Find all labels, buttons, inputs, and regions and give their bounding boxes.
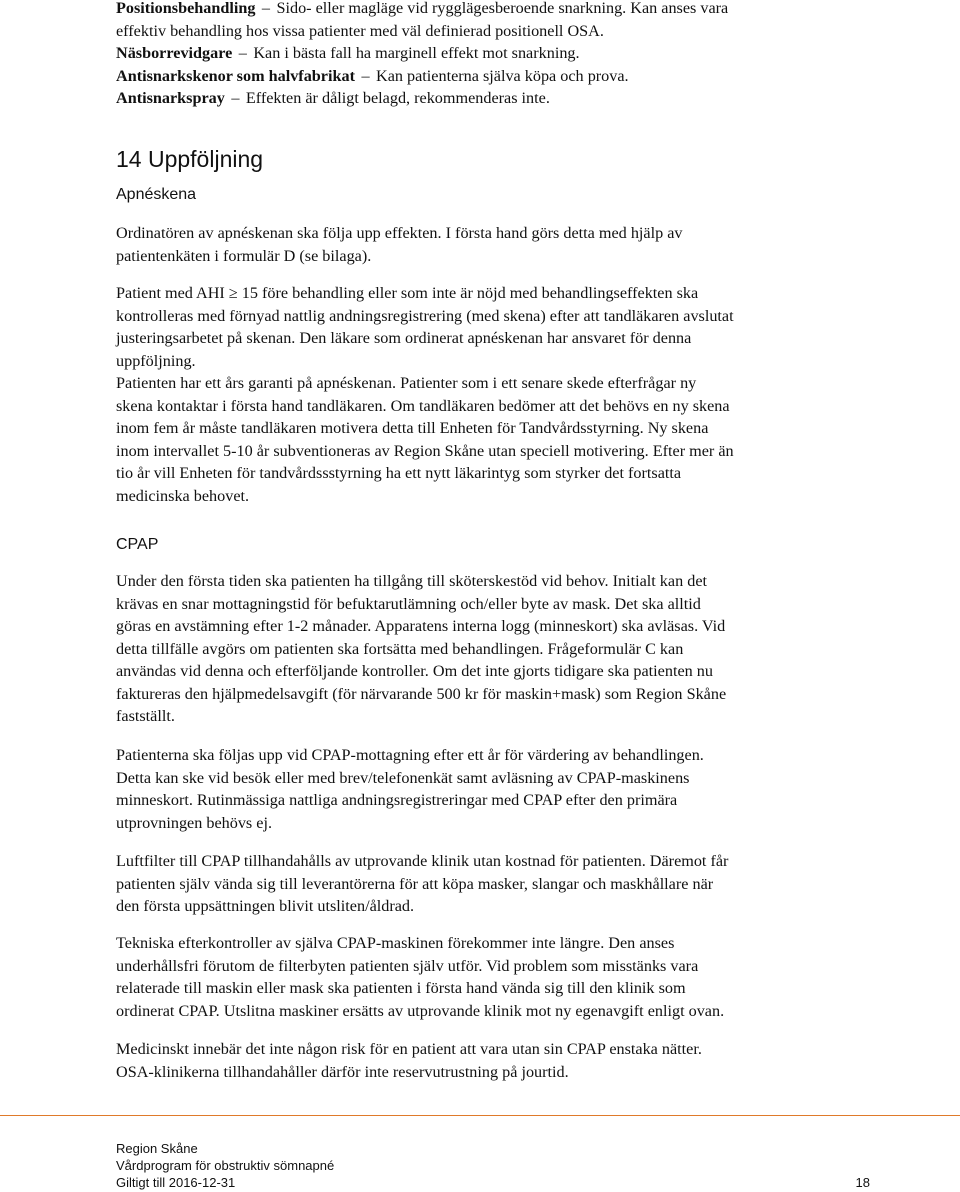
term-positionsbehandling: Positionsbehandling (116, 0, 256, 17)
text-line: patientenkäten i formulär D (se bilaga). (116, 246, 372, 265)
text-line: skena kontaktar i första hand tandläkaren. Om tandläkaren bedömer att det behövs en ny skena (116, 396, 730, 415)
dash: – (231, 89, 240, 107)
dash: – (238, 44, 247, 62)
item-text: effektiv behandling hos vissa patienter med väl definierad positionell OSA. (116, 21, 604, 40)
text-line: Detta kan ske vid besök eller med brev/telefonenkät samt avläsning av CPAP-maskinens (116, 768, 690, 787)
item-text: Sido- eller magläge vid rygglägesberoende snarkning. Kan anses vara (276, 0, 729, 17)
section-title: 14 Uppföljning (116, 146, 264, 172)
text-line: inom intervallet 5-10 år subventioneras av Region Skåne utan speciell motivering. Efter mer än (116, 441, 734, 460)
text-line: Patienterna ska följas upp vid CPAP-mottagning efter ett år för värdering av behandlingen. (116, 746, 704, 764)
text-line: krävas en snar mottagningstid för befuktarutlämning och/eller byte av mask. Det ska alltid (116, 594, 701, 613)
footer-bottom-row (116, 1174, 870, 1191)
text-line: detta tillfälle avgörs om patienten ska fortsätta med behandlingen. Frågeformulär C kan (116, 639, 684, 658)
text-line: patienten själv vända sig till leverantörerna för att köpa masker, slangar och maskhållare när (116, 874, 714, 893)
apnea-paragraph-2-lines (116, 305, 856, 508)
text-fragment: Patient med AHI (116, 284, 225, 302)
text-line: inom fem år måste tandläkaren motivera detta till Enheten för Tandvårdsstyrning. Ny skena (116, 419, 709, 437)
cpap-paragraph-2 (116, 744, 856, 834)
footer-validity: Giltigt till 2016-12-31 (116, 1175, 236, 1190)
apnea-paragraph-1 (116, 222, 856, 267)
list-item (116, 65, 856, 88)
text-line: Tekniska efterkontroller av själva CPAP-maskinen förekommer inte längre. Den anses (116, 934, 675, 952)
text-line: ordinerat CPAP. Utslitna maskiner ersätts av utprovande klinik mot ny egenavgift enligt ovan. (116, 1001, 725, 1020)
text-line: uppföljning. (116, 351, 196, 370)
text-line (116, 282, 856, 305)
item-text: Kan i bästa fall ha marginell effekt mot snarkning. (253, 44, 580, 62)
treatment-list (116, 0, 856, 110)
footer-program: Vårdprogram för obstruktiv sömnapné (116, 1158, 335, 1173)
text-line: justeringsarbetet på skenan. Den läkare som ordinerat apnéskenan har ansvaret för denna (116, 329, 692, 347)
apnea-heading: Apnéskena (116, 186, 197, 203)
text-line: tio år vill Enheten för tandvårdssstyrning ha ett nytt läkarintyg som styrker det fortsatta (116, 464, 682, 482)
text-line: Ordinatören av apnéskenan ska följa upp effekten. I första hand görs detta med hjälp av (116, 224, 683, 242)
text-fragment: 15 före behandling eller som inte är nöjd med behandlingseffekten ska (241, 284, 699, 302)
text-line: användas vid denna och efterföljande kontroller. Om det inte gjorts tidigare ska patienten nu (116, 662, 713, 680)
term-antisnarkskenor: Antisnarkskenor som halvfabrikat (116, 66, 355, 85)
geq-symbol: ≥ (228, 284, 238, 302)
cpap-paragraph-5 (116, 1038, 856, 1083)
text-line: OSA-klinikerna tillhandahåller därför inte reservutrustning på jourtid. (116, 1062, 569, 1081)
text-line: Medicinskt innebär det inte någon risk för en patient att vara utan sin CPAP enstaka nätter. (116, 1040, 702, 1058)
text-line: kontrolleras med förnyad nattlig andningsregistrering (med skena) efter att tandläkaren avslutat (116, 306, 734, 325)
list-item (116, 42, 856, 65)
term-nasborrevidgare: Näsborrevidgare (116, 44, 233, 62)
text-line: underhållsfri förutom de filterbyten patienten själv utför. Vid problem som misstänks vara (116, 956, 699, 975)
list-item-continuation (116, 20, 856, 43)
cpap-paragraph-1 (116, 570, 856, 728)
item-text: Kan patienterna själva köpa och prova. (376, 66, 629, 85)
cpap-heading: CPAP (116, 536, 159, 553)
text-line: relaterade till maskin eller mask ska patienten i första hand vända sig till den klinik som (116, 979, 686, 997)
page-number: 18 (855, 1175, 870, 1190)
cpap-paragraph-4 (116, 932, 856, 1022)
text-line: minneskort. Rutinmässiga nattliga andningsregistreringar med CPAP efter den primära (116, 791, 678, 809)
text-line: fastställt. (116, 707, 175, 725)
footer-org: Region Skåne (116, 1141, 198, 1156)
text-line: medicinska behovet. (116, 486, 250, 505)
dash: – (261, 0, 271, 17)
list-item (116, 0, 856, 20)
text-line: den första uppsättningen blivit utsliten/åldrad. (116, 897, 415, 915)
text-line: Patienten har ett års garanti på apnéskenan. Patienter som i ett senare skede efterfrågar ny (116, 374, 697, 392)
text-line: faktureras den hjälpmedelsavgift (för närvarande 500 kr för maskin+mask) som Region Skåne (116, 684, 727, 703)
footer (116, 1140, 876, 1191)
text-line: Under den första tiden ska patienten ha tillgång till sköterskestöd vid behov. Initialt kan det (116, 572, 708, 590)
text-line: Luftfilter till CPAP tillhandahålls av utprovande klinik utan kostnad för patienten. Däremot får (116, 852, 729, 870)
item-text: Effekten är dåligt belagd, rekommenderas inte. (245, 89, 550, 107)
list-item (116, 87, 856, 110)
apnea-paragraph-2 (116, 282, 856, 507)
cpap-paragraph-3 (116, 850, 856, 918)
text-line: utprovningen behövs ej. (116, 813, 273, 832)
footer-rule (0, 1115, 960, 1116)
text-line: göras en avstämning efter 1-2 månader. Apparatens interna logg (minneskort) ska avläsas. Vid (116, 617, 726, 635)
dash: – (361, 66, 370, 85)
term-antisnarkspray: Antisnarkspray (116, 89, 225, 107)
